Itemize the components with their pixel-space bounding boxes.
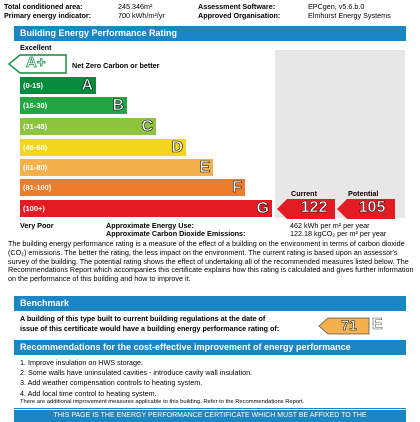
- recommendation-item: 1. Improve insulation on HWS storage.: [20, 358, 144, 367]
- band-a: [20, 77, 96, 94]
- total-area-label: Total conditioned area:: [4, 2, 83, 11]
- recommendations-bottom-rule: [14, 408, 406, 409]
- benchmark-line-1: A building of this type built to current building regulations at the date of: [20, 314, 266, 323]
- rating-description: The building energy performance rating is a measure of the effect of a building on the environment in terms of carbon dioxide (CO₂) emissions. The better the rating, the less impact on the environment. The current rating is based upon an assessor's survey of the building. The potential rating shows the effect of undertaking all of the recommended measures listed below. The Recommendations Report which accompanies this certificate explains how this rating is calculated and gives further information on the performance of this building and how to improve it.: [8, 239, 414, 284]
- band-e-range: (61-80): [23, 163, 48, 172]
- org-value: Elmhurst Energy Systems: [308, 11, 391, 20]
- benchmark-section-title: Benchmark: [14, 296, 406, 311]
- benchmark-letter: E: [372, 316, 383, 333]
- software-value: EPCgen, v5.6.b.0: [308, 2, 365, 11]
- band-g-range: (100+): [23, 204, 45, 213]
- benchmark-line-2: issue of this certificate would have a building energy performance rating of:: [20, 324, 280, 333]
- current-label: Current: [291, 189, 317, 198]
- band-g-letter: G: [256, 199, 269, 217]
- band-b-range: (16-30): [23, 101, 48, 110]
- band-e: [20, 159, 213, 176]
- band-d-letter: D: [171, 138, 183, 156]
- current-rating-value: 122: [300, 199, 328, 216]
- band-f: [20, 179, 245, 196]
- band-f-letter: F: [232, 178, 242, 196]
- recommendation-item: 3. Add weather compensation controls to heating system.: [20, 378, 203, 387]
- potential-label: Potential: [348, 189, 379, 198]
- approx-co2-value: 122.18 kgCO₂ per m² per year: [290, 229, 387, 238]
- primary-indicator-label: Primary energy indicator:: [4, 11, 92, 20]
- band-a-range: (0-15): [23, 81, 44, 90]
- software-label: Assessment Software:: [198, 2, 276, 11]
- band-c: [20, 118, 156, 135]
- rating-section-title: Building Energy Performance Rating: [14, 26, 406, 41]
- band-d: [20, 139, 186, 156]
- excellent-label: Excellent: [20, 43, 52, 52]
- total-area-value: 245.346m²: [118, 2, 153, 11]
- approx-co2-label: Approximate Carbon Dioxide Emissions:: [106, 229, 246, 238]
- band-e-letter: E: [199, 158, 210, 176]
- band-d-range: (46-60): [23, 143, 48, 152]
- recommendation-item: 4. Add local time control to heating system.: [20, 389, 157, 398]
- footer-text: THIS PAGE IS THE ENERGY PERFORMANCE CERTIFICATE WHICH MUST BE AFFIXED TO THE: [53, 412, 367, 419]
- org-label: Approved Organisation:: [198, 11, 281, 20]
- aplus-letter: A+: [26, 54, 46, 71]
- very-poor-label: Very Poor: [20, 221, 54, 230]
- band-b-letter: B: [112, 96, 124, 114]
- potential-rating-value: 105: [358, 199, 386, 216]
- approx-energy-value: 462 kWh per m² per year: [290, 221, 370, 230]
- recommendations-section-title: Recommendations for the cost-effective improvement of energy performance: [14, 340, 406, 355]
- recommendations-footnote: There are additional improvement measures applicable to this building. Refer to the Recommendations Report.: [20, 399, 305, 405]
- approx-energy-label: Approximate Energy Use:: [106, 221, 194, 230]
- band-c-range: (31-45): [23, 122, 48, 131]
- band-f-range: (81-100): [23, 183, 52, 192]
- band-a-letter: A: [81, 76, 93, 94]
- primary-indicator-value: 700 kWh/m²/yr: [118, 11, 165, 20]
- band-b: [20, 97, 127, 114]
- band-c-letter: C: [141, 117, 153, 135]
- recommendation-item: 2. Some walls have uninsulated cavities - introduce cavity wall insulation.: [20, 368, 253, 377]
- net-zero-label: Net Zero Carbon or better: [72, 61, 160, 70]
- benchmark-value: 71: [341, 317, 357, 333]
- band-g: [20, 200, 272, 217]
